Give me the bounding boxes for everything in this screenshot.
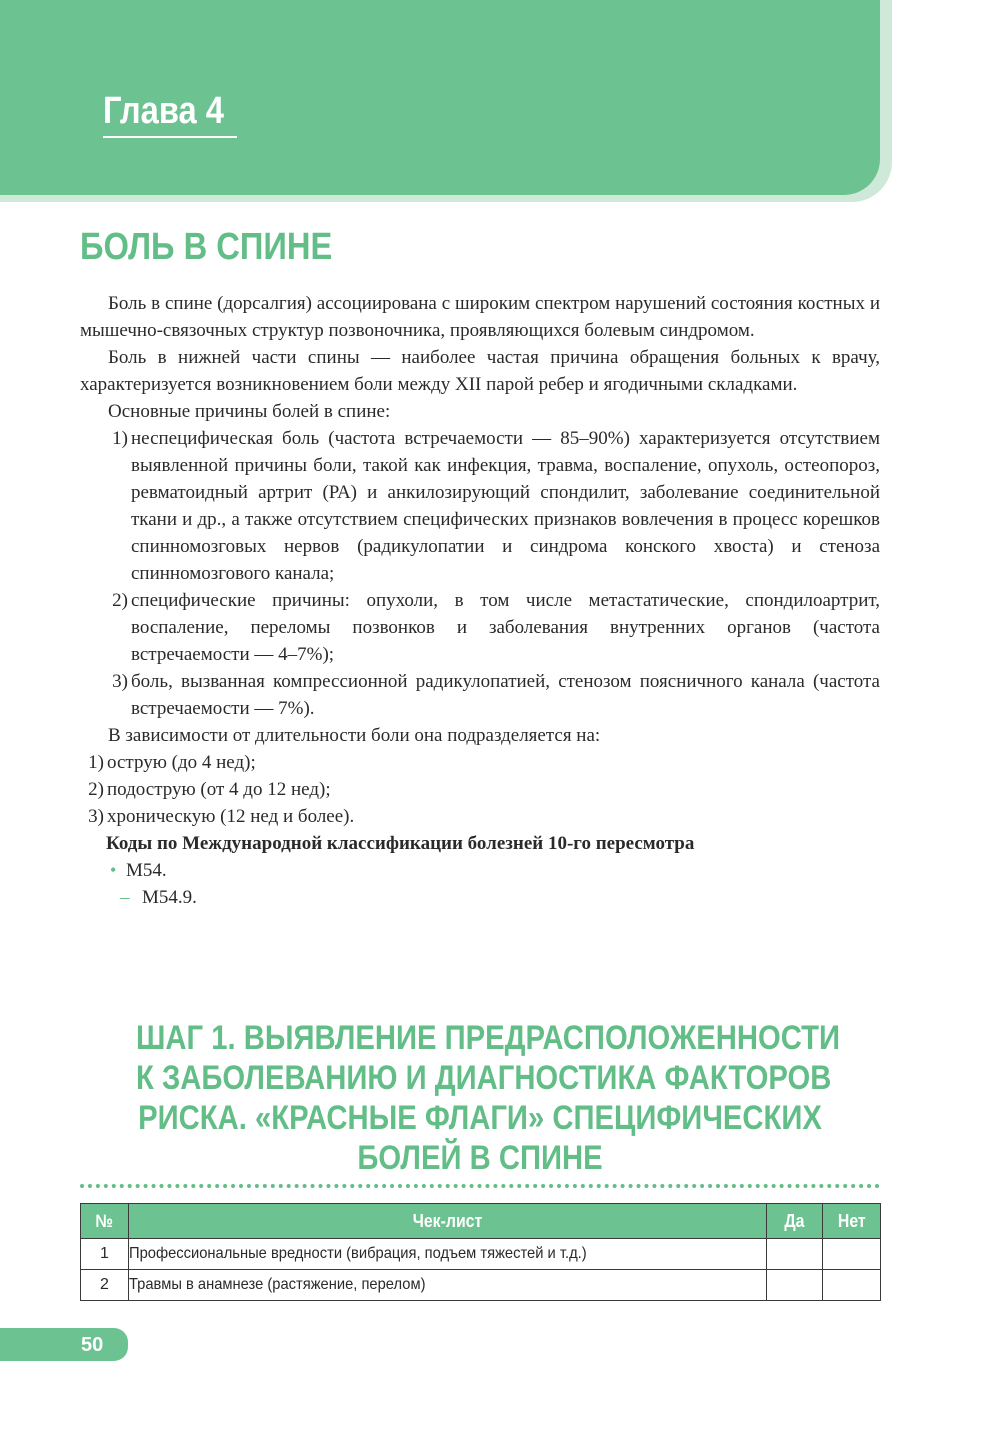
list-item-number: 1) bbox=[112, 428, 128, 449]
step-title bbox=[80, 1018, 880, 1178]
bullet-icon: • bbox=[110, 860, 117, 880]
no-checkbox-cell[interactable] bbox=[823, 1239, 881, 1270]
icd-subcode: M54.9. bbox=[142, 887, 197, 908]
step-title-line: К ЗАБОЛЕВАНИЮ И ДИАГНОСТИКА ФАКТОРОВ bbox=[136, 1059, 832, 1097]
icd-code-item bbox=[80, 857, 880, 884]
list-item-text: неспецифическая боль (частота встречаемости — 85–90%) характеризуется отсутствием выявленной причины боли, такой как инфекция, травма, воспаление, опухоль, остеопороз, ревматоидный артрит (РА) и анкилозирующий спондилит, заболевание соединительной ткани и др., а также отсутствием специфических признаков вовлечения в процесс корешков спинномозговых нервов (радикулопатии и синдрома конского хвоста) и стеноза спинномозгового канала; bbox=[131, 428, 880, 584]
chapter-label: Глава 4 bbox=[103, 90, 224, 132]
icd-title: Коды по Международной классификации болезней 10-го пересмотра bbox=[106, 833, 695, 854]
list-item-text: специфические причины: опухоли, в том числе метастатические, спондилоартрит, воспаление, переломы позвонков и заболевания внутренних органов (частота встречаемости — 4–7%); bbox=[131, 590, 880, 665]
list-item bbox=[80, 668, 880, 722]
list-item bbox=[56, 749, 880, 776]
column-header-no: Нет bbox=[823, 1204, 881, 1239]
dotted-divider bbox=[80, 1184, 880, 1188]
page-number-tab bbox=[0, 1328, 128, 1361]
no-checkbox-cell[interactable] bbox=[823, 1270, 881, 1301]
column-header-item: Чек-лист bbox=[129, 1204, 767, 1239]
list-item bbox=[80, 587, 880, 668]
list-item bbox=[56, 803, 880, 830]
page-number: 50 bbox=[81, 1334, 104, 1356]
intro-paragraph-2: Боль в нижней части спины — наиболее частая причина обращения больных к врачу, характеризуется возникновением боли между XII парой ребер и ягодичными складками. bbox=[80, 347, 880, 395]
icd-code: M54. bbox=[126, 860, 167, 881]
chapter-title: БОЛЬ В СПИНЕ bbox=[80, 226, 333, 268]
row-text: Травмы в анамнезе (растяжение, перелом) bbox=[129, 1270, 767, 1301]
list-item-text: подострую (от 4 до 12 нед); bbox=[107, 779, 331, 800]
list-item-number: 3) bbox=[112, 671, 128, 692]
column-header-yes: Да bbox=[767, 1204, 823, 1239]
intro-paragraph-1: Боль в спине (дорсалгия) ассоциирована с широким спектром нарушений состояния костных и мышечно-связочных структур позвоночника, проявляющихся болевым синдромом. bbox=[80, 293, 880, 341]
table-row bbox=[81, 1239, 881, 1270]
list-item-number: 3) bbox=[88, 806, 104, 827]
causes-intro: Основные причины болей в спине: bbox=[108, 401, 391, 422]
yes-checkbox-cell[interactable] bbox=[767, 1239, 823, 1270]
list-item bbox=[56, 776, 880, 803]
list-item-text: боль, вызванная компрессионной радикулопатией, стенозом поясничного канала (частота встречаемости — 7%). bbox=[131, 671, 880, 719]
step-title-line: БОЛЕЙ В СПИНЕ bbox=[357, 1139, 603, 1177]
row-number: 1 bbox=[81, 1239, 129, 1270]
table-header-row bbox=[81, 1204, 881, 1239]
list-item-number: 1) bbox=[88, 752, 104, 773]
step-title-line: РИСКА. «КРАСНЫЕ ФЛАГИ» СПЕЦИФИЧЕСКИХ bbox=[138, 1099, 822, 1137]
body-text bbox=[80, 290, 880, 911]
list-item bbox=[80, 425, 880, 587]
chapter-label-underline bbox=[103, 136, 237, 138]
list-item-text: хроническую (12 нед и более). bbox=[107, 806, 355, 827]
list-item-text: острую (до 4 нед); bbox=[107, 752, 256, 773]
step-title-line: ШАГ 1. ВЫЯВЛЕНИЕ ПРЕДРАСПОЛОЖЕННОСТИ bbox=[136, 1019, 841, 1057]
dash-icon: – bbox=[120, 887, 130, 908]
table-row bbox=[81, 1270, 881, 1301]
yes-checkbox-cell[interactable] bbox=[767, 1270, 823, 1301]
list-item-number: 2) bbox=[88, 779, 104, 800]
list-item-number: 2) bbox=[112, 590, 128, 611]
row-text: Профессиональные вредности (вибрация, подъем тяжестей и т.д.) bbox=[129, 1239, 767, 1270]
column-header-num: № bbox=[81, 1204, 129, 1239]
checklist-table bbox=[80, 1203, 881, 1301]
duration-intro: В зависимости от длительности боли она подразделяется на: bbox=[108, 725, 601, 746]
icd-subcode-item bbox=[80, 884, 880, 911]
row-number: 2 bbox=[81, 1270, 129, 1301]
